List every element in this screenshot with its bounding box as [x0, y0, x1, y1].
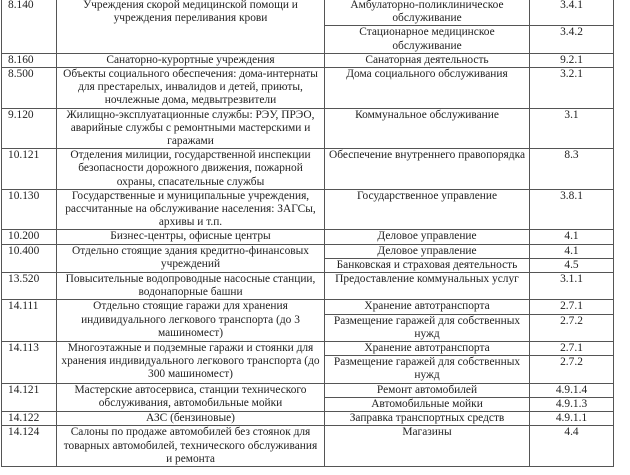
use-code: 4.5 [530, 258, 614, 272]
row-description: Бизнес-центры, офисные центры [57, 230, 325, 244]
use-code: 3.8.1 [530, 189, 614, 230]
use-code: 4.9.1.3 [530, 397, 614, 411]
row-code: 14.124 [2, 426, 57, 467]
row-code: 14.113 [2, 342, 57, 384]
table-row [2, 108, 614, 149]
use-name: Автомобильные мойки [325, 397, 530, 411]
land-use-correspondence-table [1, 0, 614, 467]
use-name: Заправка транспортных средств [325, 412, 530, 426]
use-name: Стационарное медицинское обслуживание [325, 26, 530, 53]
use-name: Банковская и страховая деятельность [325, 258, 530, 272]
row-description: Отдельно стоящие здания кредитно-финансовых учреждений [57, 244, 325, 272]
row-code: 8.500 [2, 68, 57, 109]
row-description: Мастерские автосервиса, станции технического обслуживания, автомобильные мойки [57, 383, 325, 411]
row-description: Санаторно-курортные учреждения [57, 53, 325, 67]
use-name: Хранение автотранспорта [325, 342, 530, 356]
use-name: Магазины [325, 426, 530, 467]
row-code: 10.400 [2, 244, 57, 272]
use-code: 2.7.1 [530, 342, 614, 356]
row-code: 14.111 [2, 300, 57, 342]
use-name: Дома социального обслуживания [325, 68, 530, 109]
use-code: 3.4.1 [530, 0, 614, 26]
row-code: 14.121 [2, 383, 57, 411]
use-code: 2.7.1 [530, 300, 614, 314]
use-name: Размещение гаражей для собственных нужд [325, 314, 530, 341]
use-code: 8.3 [530, 149, 614, 190]
row-code: 10.200 [2, 230, 57, 244]
table-row [2, 230, 614, 244]
use-code: 3.1 [530, 108, 614, 149]
table-row [2, 412, 614, 426]
row-code: 8.140 [2, 0, 57, 53]
table-row [2, 0, 614, 26]
table-row [2, 383, 614, 397]
table-row [2, 342, 614, 356]
document-page [1, 0, 614, 467]
use-name: Хранение автотранспорта [325, 300, 530, 314]
row-code: 8.160 [2, 53, 57, 67]
row-code: 14.122 [2, 412, 57, 426]
use-code: 4.9.1.4 [530, 383, 614, 397]
table-row [2, 68, 614, 109]
row-description: Отдельно стоящие гаражи для хранения индивидуального легкового транспорта (до 3 машиномест) [57, 300, 325, 342]
row-description: Отделения милиции, государственной инспекции безопасности дорожного движения, пожарной охраны, спасательные службы [57, 149, 325, 190]
use-code: 2.7.2 [530, 314, 614, 341]
row-description: Жилищно-эксплуатационные службы: РЭУ, ПРЭО, аварийные службы с ремонтными мастерскими и гаражами [57, 108, 325, 149]
use-code: 2.7.2 [530, 356, 614, 383]
use-code: 3.1.1 [530, 273, 614, 300]
table-row [2, 244, 614, 258]
row-description: Объекты социального обеспечения: дома-интернаты для престарелых, инвалидов и детей, приюты, ночлежные дома, медвытрезвители [57, 68, 325, 109]
row-code: 9.120 [2, 108, 57, 149]
row-description: Многоэтажные и подземные гаражи и стоянки для хранения индивидуального легкового транспорта (до 300 машиномест) [57, 342, 325, 384]
use-name: Ремонт автомобилей [325, 383, 530, 397]
use-name: Размещение гаражей для собственных нужд [325, 356, 530, 383]
use-code: 9.2.1 [530, 53, 614, 67]
row-description: Повысительные водопроводные насосные станции, водонапорные башни [57, 273, 325, 300]
table-row [2, 426, 614, 467]
use-name: Санаторная деятельность [325, 53, 530, 67]
use-code: 4.4 [530, 426, 614, 467]
use-name: Деловое управление [325, 230, 530, 244]
row-description: Учреждения скорой медицинской помощи и учреждения переливания крови [57, 0, 325, 53]
use-code: 4.1 [530, 244, 614, 258]
row-description: АЗС (бензиновые) [57, 412, 325, 426]
row-code: 13.520 [2, 273, 57, 300]
use-name: Амбулаторно-поликлиническое обслуживание [325, 0, 530, 26]
table-row [2, 53, 614, 67]
row-description: Государственные и муниципальные учреждения, рассчитанные на обслуживание населения: ЗАГСы, архивы и т.п. [57, 189, 325, 230]
use-name: Коммунальное обслуживание [325, 108, 530, 149]
use-code: 3.4.2 [530, 26, 614, 53]
row-code: 10.130 [2, 189, 57, 230]
table-row [2, 300, 614, 314]
use-code: 4.9.1.1 [530, 412, 614, 426]
row-code: 10.121 [2, 149, 57, 190]
table-row [2, 189, 614, 230]
use-code: 4.1 [530, 230, 614, 244]
row-description: Салоны по продаже автомобилей без стоянок для товарных автомобилей, технического обслуживания и ремонта [57, 426, 325, 467]
use-name: Предоставление коммунальных услуг [325, 273, 530, 300]
use-code: 3.2.1 [530, 68, 614, 109]
use-name: Деловое управление [325, 244, 530, 258]
use-name: Государственное управление [325, 189, 530, 230]
table-row [2, 149, 614, 190]
table-body [2, 0, 614, 466]
table-row [2, 273, 614, 300]
use-name: Обеспечение внутреннего правопорядка [325, 149, 530, 190]
